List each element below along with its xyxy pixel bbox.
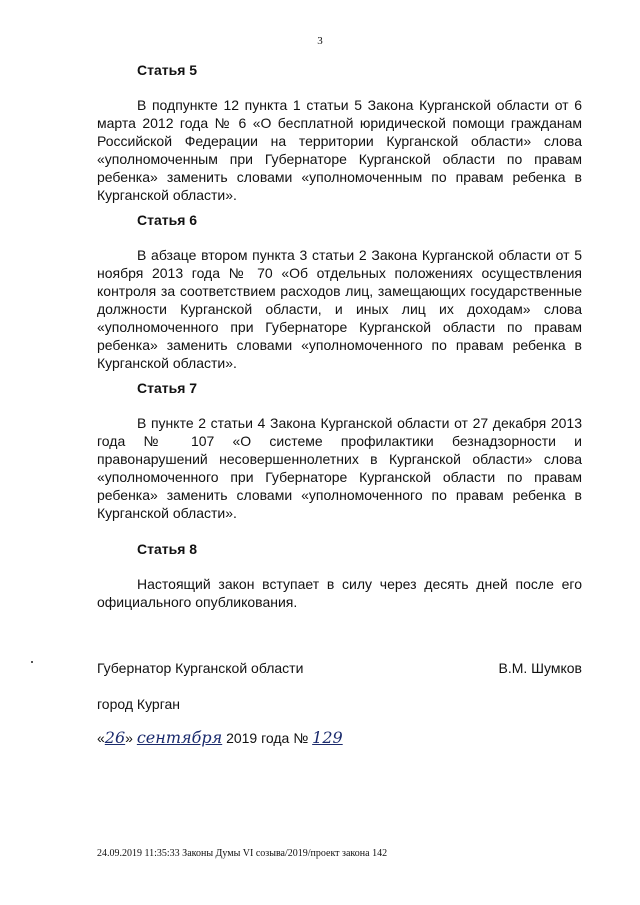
scan-dot — [31, 661, 33, 663]
date-close-quote: » — [125, 730, 133, 746]
article-8-heading: Статья 8 — [137, 541, 198, 557]
handwritten-law-number: 129 — [312, 728, 343, 747]
date-year-text: 2019 года № — [226, 730, 309, 746]
date-line — [97, 728, 343, 752]
article-8-text: Настоящий закон вступает в силу через десять дней после его официального опубликования. — [97, 576, 582, 610]
article-7-text: В пункте 2 статьи 4 Закона Курганской области от 27 декабря 2013 года № 107 «О системе профилактики безнадзорности и правонарушений несовершеннолетних в Курганской области» слова «уполномоченного при Губернаторе Курганской области по правам ребенка» заменить словами «уполномоченного по правам ребенка в Курганской области». — [97, 415, 582, 521]
article-7-heading: Статья 7 — [137, 380, 198, 396]
handwritten-day: 26 — [104, 728, 126, 747]
article-5-text: В подпункте 12 пункта 1 статьи 5 Закона Курганской области от 6 марта 2012 года № 6 «О бесплатной юридической помощи гражданам Российской Федерации на территории Курганской области» слова «уполномоченным при Губернаторе Курганской области по правам ребенка» заменить словами «уполномоченным по правам ребенка в Курганской области». — [97, 97, 582, 203]
article-6-text: В абзаце втором пункта 3 статьи 2 Закона Курганской области от 5 ноября 2013 года № 70 «Об отдельных положениях осуществления контроля за соответствием расходов лиц, замещающих государственные должности Курганской области, и иных лиц их доходам» слова «уполномоченного при Губернаторе Курганской области по правам ребенка» заменить словами «уполномоченного по правам ребенка в Курганской области». — [97, 247, 582, 371]
signatory-name: В.М. Шумков — [498, 660, 582, 676]
article-5-heading: Статья 5 — [137, 62, 198, 78]
signatory-position: Губернатор Курганской области — [97, 660, 304, 676]
date-open-quote: « — [97, 730, 105, 746]
article-6-heading: Статья 6 — [137, 212, 198, 228]
handwritten-month: сентября — [136, 728, 223, 747]
footer-stamp: 24.09.2019 11:35:33 Законы Думы VI созыва/2019/проект закона 142 — [97, 848, 388, 859]
page-number: 3 — [317, 35, 323, 47]
city: город Курган — [97, 696, 181, 712]
